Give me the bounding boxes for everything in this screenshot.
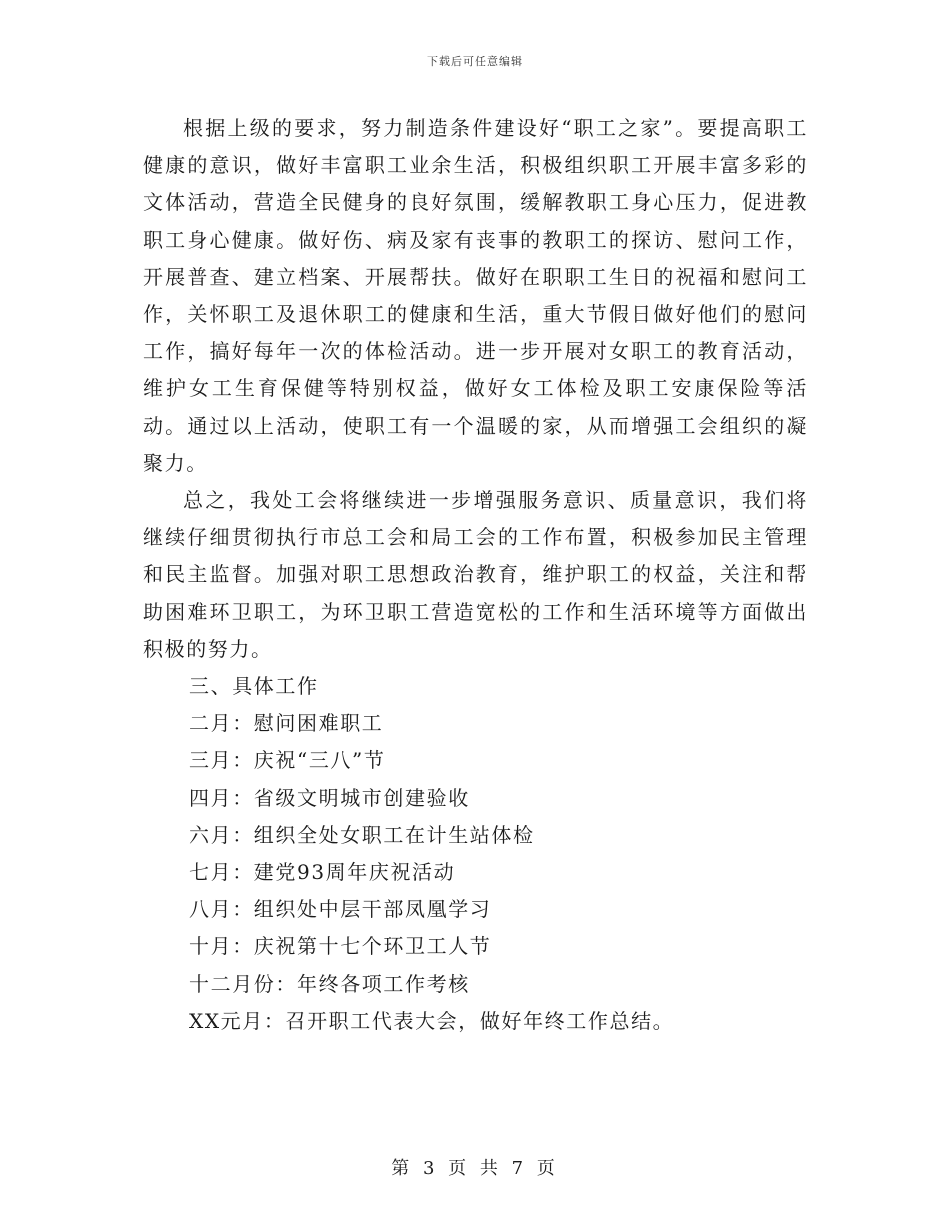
schedule-item-oct: 十月：庆祝第十七个环卫工人节 (189, 934, 492, 959)
schedule-item-jan: XX元月：召开职工代表大会，做好年终工作总结。 (189, 1008, 675, 1033)
schedule-item-jun: 六月：组织全处女职工在计生站体检 (189, 822, 535, 847)
page-number: 第 3 页 共 7 页 (391, 1158, 559, 1179)
schedule-item-jul: 七月：建党93周年庆祝活动 (189, 860, 456, 885)
schedule-item-apr: 四月：省级文明城市创建验收 (189, 785, 470, 810)
schedule-item-mar: 三月：庆祝“三八”节 (189, 748, 386, 773)
schedule-item-feb: 二月：慰问困难职工 (189, 711, 384, 736)
section-heading: 三、具体工作 (189, 674, 319, 699)
schedule-item-aug: 八月：组织处中层干部凤凰学习 (189, 897, 492, 922)
paragraph-summary: 总之，我处工会将继续进一步增强服务意识、质量意识，我们将继续仔细贯彻执行市总工会和局工会的工作布置，积极参加民主管理和民主监督。加强对职工思想政治教育，维护职工的权益，关注和帮助困难环卫职工，为环卫职工营造宽松的工作和生活环境等方面做出积极的努力。 (143, 488, 808, 661)
schedule-item-dec: 十二月份：年终各项工作考核 (189, 971, 470, 996)
paragraph-staff-home: 根据上级的要求，努力制造条件建设好“职工之家”。要提高职工健康的意识，做好丰富职工业余生活，积极组织职工开展丰富多彩的文体活动，营造全民健身的良好氛围，缓解教职工身心压力，促进教职工身心健康。做好伤、病及家有丧事的教职工的探访、慰问工作，开展普查、建立档案、开展帮扶。做好在职职工生日的祝福和慰问工作，关怀职工及退休职工的健康和生活，重大节假日做好他们的慰问工作，搞好每年一次的体检活动。进一步开展对女职工的教育活动，维护女工生育保健等特别权益，做好女工体检及职工安康保险等活动。通过以上活动，使职工有一个温暖的家，从而增强工会组织的凝聚力。 (143, 116, 808, 475)
schedule-list (143, 705, 808, 1040)
page-header-note: 下载后可任意编辑 (427, 55, 523, 68)
document-body (143, 110, 808, 1040)
